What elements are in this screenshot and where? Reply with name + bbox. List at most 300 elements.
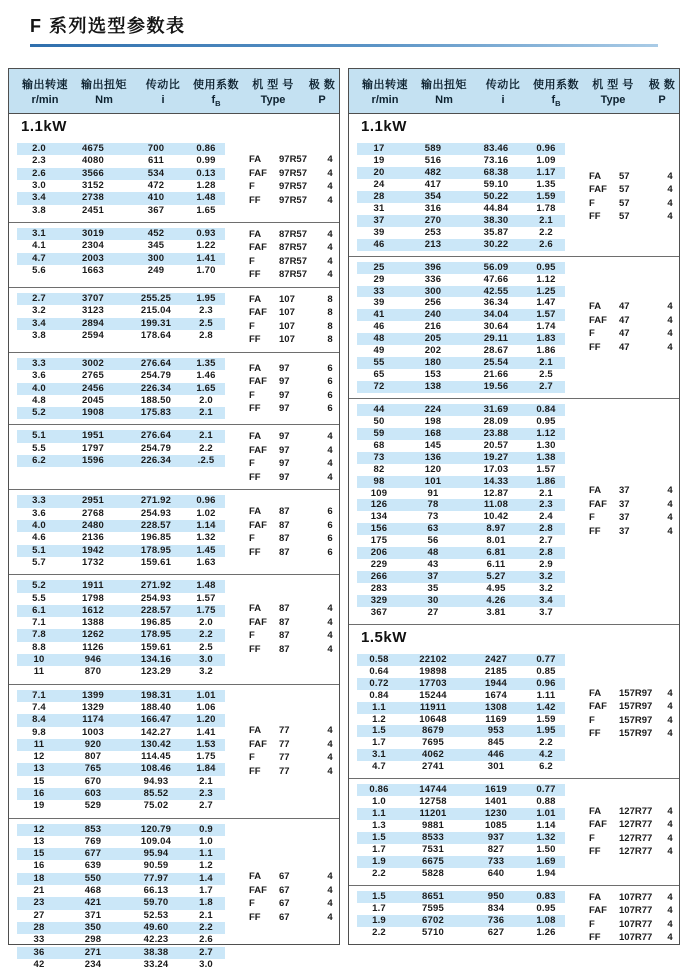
model-line: [233, 320, 339, 334]
model-pole: 6: [327, 389, 333, 401]
model-line: [233, 402, 339, 416]
tables-container: [8, 68, 680, 970]
model-line: [233, 616, 339, 630]
table-row: [17, 407, 225, 419]
cell-speed: 3.3: [32, 357, 46, 369]
cell-speed: 3.8: [32, 329, 46, 341]
table-row: [357, 820, 565, 832]
cell-ratio: 733: [487, 855, 505, 867]
model-code: 77: [279, 725, 290, 737]
cell-ratio: 276.64: [140, 357, 172, 369]
table-row: [17, 690, 225, 702]
model-prefix: FF: [249, 471, 261, 483]
cell-torque: 639: [84, 860, 102, 872]
cell-ratio: 178.95: [140, 629, 172, 641]
cell-speed: 3.1: [372, 749, 386, 761]
cell-speed: 46: [373, 321, 385, 333]
model-line: [233, 430, 339, 444]
model-code: 37: [619, 498, 630, 510]
column-header-unit: r/min: [31, 94, 59, 106]
model-prefix: F: [249, 630, 255, 642]
model-group: [349, 398, 679, 624]
model-pole: 4: [327, 269, 333, 281]
column-header-unit: P: [658, 94, 666, 106]
cell-service-factor: 3.0: [199, 654, 213, 666]
cell-ratio: 25.54: [483, 357, 509, 369]
cell-torque: 3123: [82, 305, 104, 317]
cell-ratio: 42.23: [143, 934, 169, 946]
table-row: [357, 155, 565, 167]
cell-service-factor: 0.86: [196, 143, 216, 155]
model-line: [233, 167, 339, 181]
model-prefix: FF: [249, 403, 261, 415]
cell-service-factor: 1.26: [536, 926, 556, 938]
cell-speed: 44: [373, 403, 385, 415]
cell-ratio: 75.02: [143, 800, 169, 812]
model-prefix: F: [589, 832, 595, 844]
model-prefix: FAF: [249, 738, 267, 750]
cell-ratio: 249: [147, 264, 165, 276]
table-row: [17, 455, 225, 467]
model-code: 97: [279, 376, 290, 388]
cell-service-factor: 1.14: [536, 820, 556, 831]
model-line: [573, 498, 679, 512]
model-prefix: F: [249, 389, 255, 401]
cell-speed: 4.6: [32, 532, 46, 544]
cell-speed: 65: [373, 369, 385, 381]
column-header-zh: 输出扭矩: [421, 79, 467, 91]
model-pole: 4: [327, 643, 333, 655]
cell-service-factor: 3.2: [539, 583, 553, 594]
cell-speed: 41: [373, 309, 385, 321]
model-line: [573, 314, 679, 328]
cell-ratio: 228.57: [140, 604, 172, 616]
model-code: 157R97: [619, 701, 653, 712]
cell-torque: 298: [84, 934, 102, 946]
model-pole: 6: [327, 376, 333, 388]
cell-torque: 853: [84, 823, 102, 835]
cell-speed: 367: [370, 606, 388, 618]
column-header-unit: i: [501, 94, 505, 106]
model-prefix: FF: [249, 765, 261, 777]
model-list: [233, 358, 339, 419]
cell-service-factor: 2.6: [539, 238, 553, 250]
cell-speed: 2.2: [372, 867, 386, 879]
model-pole: 4: [667, 328, 673, 340]
model-pole: 4: [667, 301, 673, 313]
model-code: 87: [279, 643, 290, 655]
cell-service-factor: 1.46: [196, 370, 216, 382]
model-line: [233, 519, 339, 533]
table-row: [357, 808, 565, 820]
cell-service-factor: 1.45: [196, 544, 216, 556]
cell-speed: 5.6: [32, 264, 46, 276]
cell-torque: 1399: [82, 689, 104, 701]
cell-ratio: 2427: [485, 653, 507, 665]
model-code: 107R77: [619, 905, 653, 917]
cell-speed: 2.7: [32, 292, 46, 304]
table-row: [17, 922, 225, 934]
cell-service-factor: 2.5: [199, 641, 213, 653]
data-rows: [9, 430, 233, 484]
model-code: 87: [279, 519, 290, 531]
cell-speed: 175: [370, 535, 388, 547]
cell-speed: 1.7: [372, 737, 386, 749]
data-rows: [9, 690, 233, 813]
cell-torque: 1596: [82, 455, 104, 467]
cell-speed: 3.1: [32, 227, 46, 239]
cell-service-factor: 2.3: [199, 305, 213, 317]
cell-speed: 0.86: [369, 784, 389, 796]
model-prefix: FF: [249, 334, 261, 346]
cell-ratio: 472: [147, 180, 165, 192]
cell-speed: 2.0: [32, 143, 46, 155]
model-pole: 4: [327, 242, 333, 254]
cell-service-factor: 1.70: [196, 264, 216, 276]
model-prefix: FAF: [249, 884, 267, 896]
power-section-label: 1.1kW: [21, 118, 67, 136]
cell-ratio: 23.88: [483, 427, 509, 439]
model-pole: 4: [667, 932, 673, 944]
cell-torque: 677: [84, 848, 102, 860]
parameter-table-left: [8, 68, 340, 970]
cell-service-factor: 3.2: [539, 571, 553, 583]
table-row: [17, 860, 225, 872]
cell-ratio: 367: [147, 204, 165, 216]
model-code: 87: [279, 603, 290, 615]
model-pole: 4: [327, 228, 333, 240]
model-code: 57: [619, 211, 630, 223]
cell-service-factor: 1.01: [536, 808, 556, 820]
cell-ratio: 178.95: [140, 544, 172, 556]
model-list: [573, 784, 679, 880]
model-line: [573, 918, 679, 932]
cell-torque: 153: [424, 369, 442, 381]
model-line: [233, 724, 339, 738]
cell-speed: 229: [370, 559, 388, 571]
cell-torque: 240: [424, 309, 442, 321]
cell-service-factor: 1.08: [536, 914, 556, 926]
cell-ratio: 640: [487, 867, 505, 879]
cell-torque: 350: [84, 921, 102, 933]
model-prefix: F: [249, 458, 255, 470]
cell-speed: 5.2: [32, 580, 46, 592]
cell-service-factor: 1.41: [196, 726, 216, 738]
cell-ratio: 29.11: [483, 333, 509, 345]
data-rows: [349, 654, 573, 773]
cell-speed: 2.6: [32, 167, 46, 179]
model-pole: 4: [667, 805, 673, 817]
cell-speed: 7.1: [32, 689, 46, 701]
table-row: [357, 333, 565, 345]
cell-torque: 14744: [419, 784, 447, 796]
cell-torque: 10648: [419, 713, 447, 725]
cell-service-factor: 0.99: [196, 155, 216, 167]
model-pole: 4: [327, 194, 333, 206]
cell-speed: 8.8: [32, 641, 46, 653]
cell-speed: 156: [370, 523, 388, 535]
cell-ratio: 254.79: [140, 370, 172, 382]
cell-service-factor: 2.7: [539, 535, 553, 547]
model-prefix: FA: [249, 293, 262, 305]
table-row: [357, 607, 565, 619]
cell-service-factor: 2.4: [539, 511, 553, 523]
cell-ratio: 1674: [485, 689, 507, 701]
power-section-label: 1.5kW: [349, 624, 679, 649]
model-pole: 4: [327, 255, 333, 267]
column-header-zh: 输出转速: [362, 79, 408, 91]
cell-torque: 468: [84, 885, 102, 897]
cell-ratio: 845: [487, 737, 505, 749]
cell-ratio: 226.34: [140, 455, 172, 467]
column-header-zh: 极 数: [648, 79, 676, 91]
cell-ratio: 4.26: [486, 594, 506, 606]
cell-ratio: 83.46: [483, 143, 509, 155]
cell-speed: 42: [33, 958, 45, 970]
model-list: [233, 143, 339, 217]
table-row: [17, 751, 225, 763]
model-line: [233, 153, 339, 167]
cell-torque: 765: [84, 763, 102, 775]
cell-speed: 4.7: [32, 252, 46, 264]
column-header-type: [241, 76, 305, 108]
table-row: [357, 654, 565, 666]
title-underline: [30, 44, 658, 47]
model-prefix: FAF: [589, 314, 607, 326]
model-list: [233, 228, 339, 282]
cell-service-factor: 3.7: [539, 606, 553, 618]
model-prefix: FA: [249, 603, 262, 615]
cell-torque: 11201: [419, 808, 447, 820]
model-line: [573, 511, 679, 525]
cell-ratio: 85.52: [143, 787, 169, 799]
table-row: [357, 796, 565, 808]
cell-speed: 1.5: [372, 890, 386, 902]
cell-ratio: 254.79: [140, 442, 172, 454]
table-header: [9, 69, 339, 114]
cell-speed: 29: [373, 273, 385, 285]
cell-service-factor: 1.11: [536, 689, 556, 701]
column-header-zh: 使用系数: [533, 79, 579, 91]
cell-ratio: 953: [487, 725, 505, 737]
model-group: [9, 489, 339, 574]
cell-speed: 5.1: [32, 430, 46, 442]
cell-torque: 73: [427, 511, 439, 523]
model-line: [573, 687, 679, 701]
cell-service-factor: 2.1: [199, 407, 213, 419]
table-row: [17, 714, 225, 726]
cell-torque: 2456: [82, 382, 104, 394]
cell-torque: 920: [84, 738, 102, 750]
model-code: 47: [619, 314, 630, 326]
model-prefix: FA: [589, 687, 602, 699]
data-rows: [9, 293, 233, 347]
cell-speed: 0.58: [369, 653, 389, 665]
cell-torque: 5828: [422, 867, 444, 879]
model-line: [573, 714, 679, 728]
cell-service-factor: 2.1: [199, 775, 213, 787]
model-code: 87: [279, 506, 290, 518]
cell-torque: 1126: [82, 641, 104, 653]
model-line: [233, 333, 339, 347]
model-code: 97: [279, 362, 290, 374]
cell-speed: 39: [373, 297, 385, 309]
cell-service-factor: 1.42: [536, 701, 556, 713]
model-list: [573, 654, 679, 773]
cell-speed: 283: [370, 583, 388, 594]
model-line: [233, 457, 339, 471]
cell-ratio: 178.64: [140, 329, 172, 341]
model-prefix: FA: [249, 362, 262, 374]
model-prefix: FF: [589, 932, 601, 944]
model-line: [233, 643, 339, 657]
cell-speed: 49: [373, 345, 385, 357]
model-code: 127R77: [619, 805, 653, 817]
cell-ratio: 19.27: [483, 451, 509, 463]
cell-ratio: 196.85: [140, 532, 172, 544]
cell-torque: 1388: [82, 617, 104, 629]
model-line: [233, 375, 339, 389]
cell-speed: 19: [373, 155, 385, 167]
cell-ratio: 175.83: [140, 407, 172, 419]
data-rows: [349, 143, 573, 250]
model-code: 107: [279, 307, 295, 319]
model-code: 107R77: [619, 932, 653, 944]
cell-service-factor: 2.0: [199, 617, 213, 629]
cell-torque: 1663: [82, 264, 104, 276]
model-line: [573, 904, 679, 918]
table-row: [357, 915, 565, 927]
table-row: [17, 495, 225, 507]
cell-service-factor: 1.06: [196, 701, 216, 713]
model-prefix: F: [589, 197, 595, 209]
cell-service-factor: 1.53: [196, 738, 216, 750]
model-prefix: F: [589, 714, 595, 726]
model-pole: 4: [667, 687, 673, 699]
cell-service-factor: 2.5: [539, 369, 553, 381]
column-header-zh: 极 数: [308, 79, 336, 91]
table-row: [357, 891, 565, 903]
cell-ratio: 42.55: [483, 285, 509, 297]
model-line: [233, 389, 339, 403]
cell-speed: 4.0: [32, 520, 46, 532]
cell-service-factor: 1.95: [196, 292, 216, 304]
cell-ratio: 59.10: [483, 179, 509, 190]
cell-ratio: 21.66: [483, 369, 509, 381]
model-code: 77: [279, 765, 290, 777]
data-rows: [349, 891, 573, 945]
table-row: [17, 228, 225, 240]
cell-service-factor: 1.09: [536, 155, 556, 167]
cell-torque: 15244: [419, 689, 447, 701]
column-header-unit: Type: [600, 94, 626, 106]
cell-service-factor: 0.84: [536, 403, 556, 415]
table-row: [357, 761, 565, 773]
cell-ratio: 49.60: [143, 921, 169, 933]
data-rows: [9, 228, 233, 282]
column-header-service-factor: [531, 76, 581, 108]
cell-torque: 529: [84, 800, 102, 812]
model-pole: 6: [327, 519, 333, 531]
cell-service-factor: 1.0: [199, 835, 213, 847]
model-code: 97R57: [279, 154, 307, 166]
cell-torque: 3002: [82, 357, 104, 369]
cell-ratio: 159.61: [140, 641, 172, 653]
cell-ratio: 700: [147, 143, 165, 155]
cell-service-factor: 1.12: [536, 427, 556, 439]
cell-ratio: 59.70: [143, 897, 169, 909]
model-prefix: FA: [589, 485, 602, 497]
table-row: [17, 593, 225, 605]
cell-service-factor: 1.35: [196, 357, 216, 369]
cell-speed: 19: [33, 800, 45, 812]
cell-service-factor: 1.86: [536, 475, 556, 487]
model-code: 107: [279, 320, 295, 332]
cell-ratio: 142.27: [140, 726, 172, 738]
table-row: [17, 358, 225, 370]
model-pole: 4: [327, 431, 333, 443]
model-pole: 4: [667, 714, 673, 726]
cell-speed: 28: [33, 921, 45, 933]
cell-service-factor: 2.8: [539, 523, 553, 535]
cell-service-factor: 1.20: [196, 714, 216, 726]
cell-torque: 807: [84, 751, 102, 763]
cell-torque: 2136: [82, 532, 104, 544]
cell-speed: 3.6: [32, 370, 46, 382]
table-row: [357, 369, 565, 381]
cell-ratio: 6.11: [486, 559, 506, 571]
cell-torque: 396: [424, 261, 442, 273]
model-code: 97R57: [279, 167, 307, 179]
model-list: [573, 404, 679, 619]
column-header-service-factor: [191, 76, 241, 108]
cell-ratio: 937: [487, 831, 505, 843]
cell-ratio: 4.95: [486, 583, 506, 594]
table-row: [17, 947, 225, 959]
model-pole: 4: [667, 211, 673, 223]
table-row: [357, 784, 565, 796]
cell-speed: 7.4: [32, 701, 46, 713]
model-line: [573, 183, 679, 197]
model-line: [573, 845, 679, 859]
cell-ratio: 410: [147, 192, 165, 204]
cell-torque: 417: [424, 179, 442, 190]
table-row: [17, 897, 225, 909]
table-row: [357, 844, 565, 856]
cell-torque: 8679: [422, 725, 444, 737]
table-row: [357, 440, 565, 452]
model-prefix: FF: [589, 211, 601, 223]
service-factor-subscript: B: [555, 99, 561, 109]
model-group: [9, 684, 339, 818]
table-row: [17, 370, 225, 382]
cell-speed: 37: [373, 214, 385, 226]
cell-speed: 3.4: [32, 317, 46, 329]
model-prefix: F: [589, 512, 595, 524]
model-line: [233, 911, 339, 925]
model-line: [233, 194, 339, 208]
cell-ratio: 12.87: [483, 487, 509, 499]
table-row: [357, 203, 565, 215]
cell-service-factor: 1.86: [536, 345, 556, 357]
model-code: 157R97: [619, 714, 653, 726]
cell-ratio: 28.09: [483, 415, 509, 427]
cell-torque: 1732: [82, 556, 104, 568]
cell-torque: 4675: [82, 143, 104, 155]
cell-torque: 6702: [422, 914, 444, 926]
model-code: 87R57: [279, 228, 307, 240]
cell-torque: 1612: [82, 604, 104, 616]
